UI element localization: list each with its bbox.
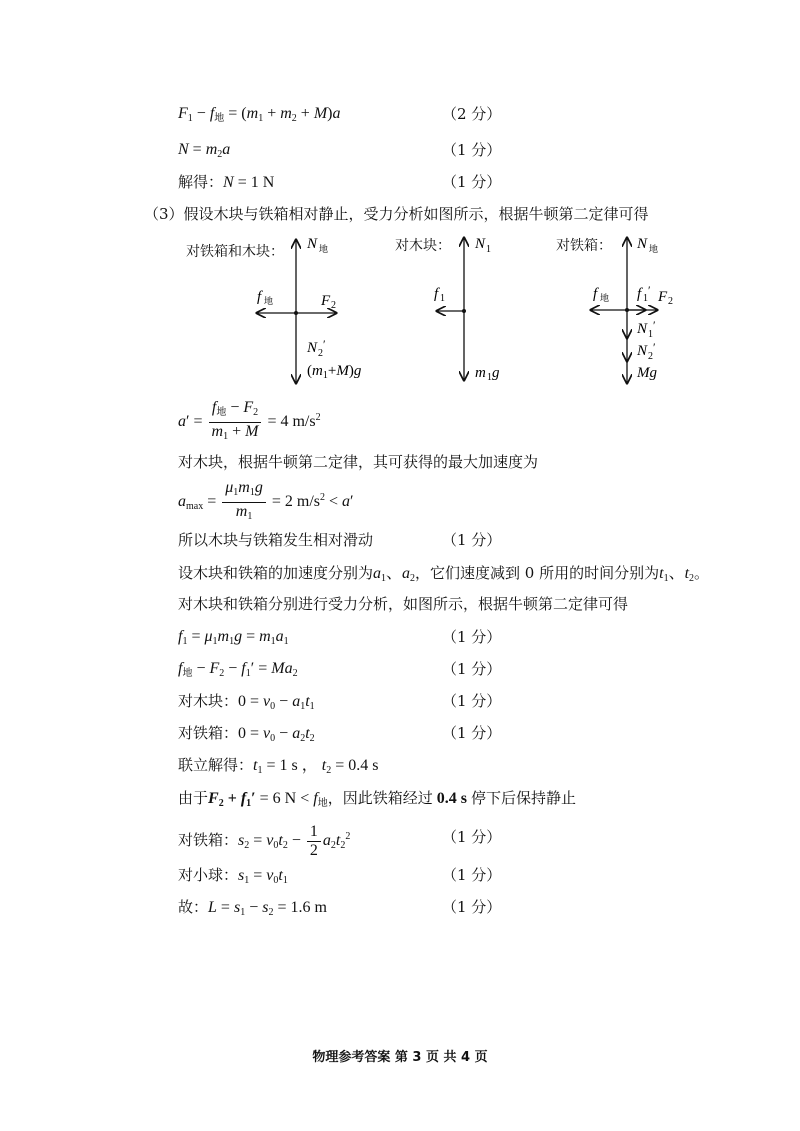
- svg-text:1: 1: [643, 293, 648, 304]
- svg-text:′: ′: [653, 318, 656, 332]
- svg-text:N: N: [307, 236, 318, 252]
- equation-s2: 对铁箱：$s_2 = v_0t_2$ − $\frac{1}{2}$ $a_2t_2^2$: [178, 822, 351, 859]
- svg-text:N: N: [637, 236, 648, 252]
- svg-text:地: 地: [319, 244, 329, 254]
- label-solve: 解得：: [178, 173, 224, 191]
- svg-text:2: 2: [668, 296, 673, 307]
- svg-text:1: 1: [487, 372, 492, 383]
- score-12: （1 分）: [442, 692, 502, 710]
- text-max-acc: 对木块，根据牛顿第二定律，其可获得的最大加速度为: [178, 453, 539, 471]
- svg-text:′: ′: [653, 340, 656, 354]
- force-diagram-3: [585, 228, 705, 388]
- diagram-1-title: 对铁箱和木块：: [186, 244, 284, 260]
- label-block: 对木块：: [178, 692, 239, 710]
- text-analysis: 对木块和铁箱分别进行受力分析，如图所示，根据牛顿第二定律可得: [178, 595, 629, 613]
- svg-text:1: 1: [648, 329, 653, 340]
- label-therefore: ，因此铁箱经过: [327, 789, 433, 807]
- svg-text:N: N: [307, 340, 318, 356]
- svg-text:Mg: Mg: [637, 365, 657, 381]
- equation-L: 故：$L = s_1 - s_2 = 1.6$ m: [178, 898, 327, 918]
- solution-times: 联立解得：$t_1 = 1$ s ， $t_2 = 0.4$ s: [178, 756, 379, 776]
- svg-text:g: g: [492, 365, 500, 381]
- text-box-stops: 由于$F_2 + f_1' = 6$ $N < f_地$，因此铁箱经过 0.4 s 停下后保持静止: [178, 789, 576, 809]
- solution-1: 解得：N = 1 N: [178, 173, 275, 191]
- svg-text:2: 2: [331, 300, 336, 311]
- svg-text:F: F: [658, 289, 668, 305]
- force-diagram-2: [425, 228, 535, 388]
- svg-text:′: ′: [323, 337, 326, 351]
- equation-a-prime: a′ = $\frac{f_地 - F_2}{m_1 + M}$ = 4 $m/s^2$: [178, 398, 321, 442]
- label-hence: 故：: [178, 898, 209, 916]
- svg-text:2: 2: [648, 351, 653, 362]
- part-3-intro: （3）假设木块与铁箱相对静止，受力分析如图所示，根据牛顿第二定律可得: [144, 205, 649, 223]
- svg-text:f: f: [637, 286, 642, 302]
- score-2: （1 分）: [442, 141, 502, 159]
- score-11: （1 分）: [442, 660, 502, 678]
- svg-text:f: f: [434, 286, 439, 302]
- svg-text:2: 2: [318, 348, 323, 359]
- svg-text:f: f: [257, 289, 262, 305]
- score-7: （1 分）: [442, 531, 502, 549]
- text-slide: 所以木块与铁箱发生相对滑动: [178, 531, 374, 549]
- equation-f1: $f_1 = \mu_1m_1g = m_1a_1$: [178, 628, 289, 647]
- score-18: （1 分）: [442, 898, 502, 916]
- svg-text:地: 地: [649, 244, 659, 254]
- define-prefix: 设木块和铁箱的加速度分别为: [178, 564, 374, 582]
- svg-text:m: m: [475, 365, 486, 381]
- text-define: 设木块和铁箱的加速度分别为$a_1$、$a_2$，它们速度减到 0 所用的时间分别为$t_1$、$t_2$。: [178, 564, 710, 584]
- label-stationary: 停下后保持静止: [470, 789, 576, 807]
- equation-box-v: 对铁箱：$0 = v_0 - a_2t_2$: [178, 724, 315, 744]
- equation-block-v: 对木块：$0 = v_0 - a_1t_1$: [178, 692, 315, 712]
- diagram-3-title: 对铁箱：: [556, 238, 612, 254]
- equation-a-max: $a_{max}$ = $\frac{\mu_1m_1g}{m_1}$ = 2 $m/s^2 < a'$: [178, 478, 354, 522]
- svg-text:N: N: [637, 343, 648, 359]
- score-3: （1 分）: [442, 173, 502, 191]
- label-box-2: 对铁箱：: [178, 831, 239, 849]
- svg-text:(m1+M)g: $(m_1+M)g$: [307, 363, 362, 381]
- label-box: 对铁箱：: [178, 724, 239, 742]
- page-footer: 物理参考答案 第 3 页 共 4 页: [312, 1050, 488, 1065]
- svg-text:′: ′: [648, 283, 651, 297]
- equation-s1: 对小球：$s_1 = v_0t_1$: [178, 866, 288, 886]
- diagram-2-title: 对木块：: [395, 238, 451, 254]
- equation-box: $f_地 - F_2 - f_1' = Ma_2$: [178, 660, 298, 679]
- score-13: （1 分）: [442, 724, 502, 742]
- score-10: （1 分）: [442, 628, 502, 646]
- equation-2: $N = m_2a$: [178, 141, 231, 160]
- equation-1: $F_1 - f_地 = (m_1 + m_2 + M)a$: [178, 105, 341, 124]
- score-17: （1 分）: [442, 866, 502, 884]
- label-combined: 联立解得：: [178, 756, 254, 774]
- score-16: （1 分）: [442, 828, 502, 846]
- svg-text:F: F: [321, 293, 331, 309]
- svg-text:f: f: [593, 286, 598, 302]
- score-1: （2 分）: [442, 105, 502, 123]
- svg-text:N: N: [637, 321, 648, 337]
- define-mid: ，它们速度减到 0 所用的时间分别为: [415, 564, 660, 582]
- svg-text:地: 地: [264, 296, 274, 306]
- svg-text:1: 1: [440, 293, 445, 304]
- svg-text:地: 地: [600, 293, 610, 303]
- svg-text:N: N: [475, 236, 486, 252]
- label-since: 由于: [178, 789, 209, 807]
- label-ball: 对小球：: [178, 866, 239, 884]
- force-diagram-1: [245, 228, 395, 388]
- svg-text:1: 1: [486, 244, 491, 255]
